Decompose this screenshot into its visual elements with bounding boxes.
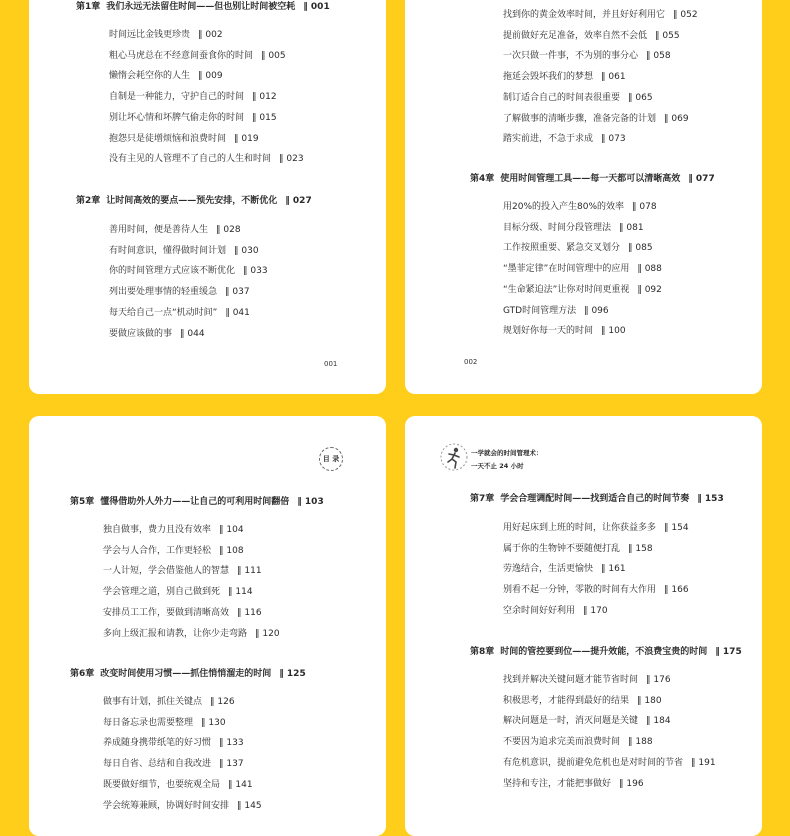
- toc-entry[interactable]: [503, 305, 609, 317]
- toc-entry-page: ‖ 033: [243, 266, 268, 277]
- toc-entry[interactable]: [103, 586, 253, 598]
- toc-entry[interactable]: [503, 133, 626, 145]
- toc-entry-title: 找到并解决关键问题才能节省时间: [503, 675, 639, 685]
- toc-entry[interactable]: [503, 201, 657, 213]
- toc-entry-page: ‖ 085: [628, 243, 653, 254]
- toc-entry[interactable]: [109, 286, 250, 298]
- toc-entry-page: ‖ 015: [252, 112, 277, 123]
- toc-entry[interactable]: [109, 153, 304, 165]
- page-number: 001: [324, 360, 338, 368]
- toc-entry-title: “墨菲定律”在时间管理中的应用: [503, 264, 630, 275]
- toc-entry-title: 提前做好充足准备，效率自然不会低: [503, 30, 648, 41]
- toc-entry-title: 劳逸结合，生活更愉快: [503, 564, 594, 575]
- chapter-1-heading[interactable]: 第1章 我们永远无法留住时间——但也别让时间被空耗 ‖ 001: [76, 2, 330, 12]
- toc-entry[interactable]: [109, 265, 268, 277]
- toc-entry-page: ‖ 154: [664, 523, 689, 533]
- toc-entry-page: ‖ 184: [646, 716, 671, 727]
- toc-entry-title: 一人计短，学会借鉴他人的智慧: [103, 566, 230, 577]
- toc-entry[interactable]: [109, 245, 259, 257]
- toc-entry-title: 了解做事的清晰步骤，准备完备的计划: [503, 113, 657, 124]
- toc-entry-title: 每天给自己一点“机动时间”: [109, 307, 218, 318]
- toc-entry-page: ‖ 108: [219, 545, 244, 556]
- toc-entry-title: 学会统筹兼顾，协调好时间安排: [103, 800, 230, 811]
- toc-entry-title: 粗心马虎总在不经意间蚕食你的时间: [109, 50, 254, 61]
- toc-entry-page: ‖ 058: [646, 51, 671, 62]
- toc-entry-page: ‖ 137: [219, 759, 244, 770]
- toc-entry-title: 既要做好细节，也要统观全局: [103, 779, 221, 790]
- toc-entry[interactable]: [109, 91, 277, 103]
- toc-entry-page: ‖ 061: [601, 72, 626, 83]
- toc-entry[interactable]: [503, 715, 671, 727]
- toc-entry-page: ‖ 002: [198, 30, 223, 40]
- toc-entry[interactable]: [503, 695, 662, 707]
- toc-entry-page: ‖ 005: [261, 50, 286, 61]
- toc-entry-title: 善用时间，便是善待人生: [109, 225, 209, 235]
- toc-entry-title: 懒惰会耗空你的人生: [109, 71, 191, 82]
- toc-entry-page: ‖ 188: [628, 737, 653, 748]
- toc-entry-title: 独自做事，费力且没有效率: [103, 525, 212, 535]
- toc-entry[interactable]: [109, 50, 286, 62]
- toc-entry-title: 用20%的投入产生80%的效率: [503, 202, 625, 212]
- toc-entry[interactable]: [503, 757, 716, 769]
- toc-entry-title: 有时间意识，懂得做时间计划: [109, 245, 227, 256]
- toc-entry[interactable]: [103, 524, 244, 536]
- toc-entry-title: 安排员工工作，要做到清晰高效: [103, 607, 230, 618]
- toc-entry-page: ‖ 012: [252, 92, 277, 103]
- toc-entry-page: ‖ 141: [228, 779, 253, 790]
- toc-entry[interactable]: [103, 758, 244, 770]
- chapter-7-heading[interactable]: 第7章 学会合理调配时间——找到适合自己的时间节奏 ‖ 153: [470, 494, 724, 504]
- toc-entry[interactable]: [503, 674, 671, 686]
- toc-entry[interactable]: [103, 717, 226, 729]
- toc-entry-page: ‖ 126: [210, 697, 235, 707]
- toc-entry-page: ‖ 100: [601, 326, 626, 337]
- toc-entry[interactable]: [503, 284, 662, 296]
- toc-entry-page: ‖ 073: [601, 134, 626, 145]
- toc-entry-title: 目标分级、时间分段管理法: [503, 222, 612, 233]
- toc-entry-title: 属于你的生物钟不要随便打乱: [503, 543, 621, 554]
- toc-entry-page: ‖ 065: [628, 92, 653, 103]
- toc-entry-page: ‖ 161: [601, 564, 626, 575]
- toc-entry-page: ‖ 088: [637, 264, 662, 275]
- toc-entry-page: ‖ 055: [655, 30, 680, 41]
- toc-entry-title: 每日备忘录也需要整理: [103, 717, 194, 728]
- toc-entry-title: 每日自省、总结和自我改进: [103, 759, 212, 770]
- toc-entry-page: ‖ 019: [234, 133, 259, 144]
- toc-page-1: [29, 0, 386, 394]
- running-man-icon: [439, 442, 469, 472]
- toc-entry[interactable]: [503, 543, 653, 555]
- toc-entry-page: ‖ 191: [691, 757, 716, 768]
- toc-entry-title: 别让坏心情和坏脾气偷走你的时间: [109, 112, 245, 123]
- toc-entry-title: 积极思考，才能得到最好的结果: [503, 695, 630, 706]
- toc-entry-title: 规划好你每一天的时间: [503, 326, 594, 337]
- toc-entry-title: 工作按照重要、紧急交叉划分: [503, 243, 621, 254]
- toc-entry-page: ‖ 044: [180, 328, 205, 339]
- toc-entry-page: ‖ 030: [234, 245, 259, 256]
- toc-entry[interactable]: [103, 696, 235, 708]
- toc-page-2: [405, 0, 762, 394]
- toc-entry-page: ‖ 111: [237, 566, 262, 577]
- toc-entry-page: ‖ 116: [237, 607, 262, 618]
- toc-entry-page: ‖ 104: [219, 525, 244, 535]
- toc-entry[interactable]: [109, 224, 241, 236]
- toc-entry[interactable]: [109, 70, 223, 82]
- toc-entry-title: 坚持和专注，才能把事做好: [503, 778, 612, 789]
- toc-entry-page: ‖ 023: [279, 154, 304, 165]
- toc-entry-title: 找到你的黄金效率时间，并且好好利用它: [503, 10, 666, 20]
- toc-entry[interactable]: [103, 800, 262, 812]
- chapter-6-heading[interactable]: 第6章 改变时间使用习惯——抓住悄悄溜走的时间 ‖ 125: [70, 669, 306, 679]
- toc-entry-title: GTD时间管理方法: [503, 305, 577, 316]
- toc-entry[interactable]: [103, 737, 244, 749]
- toc-entry[interactable]: [503, 92, 653, 104]
- toc-page-4: [405, 416, 762, 836]
- toc-entry-title: 有危机意识，提前避免危机也是对时间的节省: [503, 757, 684, 768]
- toc-entry-title: 解决问题是一时，消灭问题是关键: [503, 716, 639, 727]
- toc-entry-title: “生命紧迫法”让你对时间更重视: [503, 284, 630, 295]
- toc-entry[interactable]: [503, 263, 662, 275]
- toc-entry-title: 你的时间管理方式应该不断优化: [109, 266, 236, 277]
- toc-entry[interactable]: [503, 522, 689, 534]
- toc-entry-title: 学会管理之道，别自己做到死: [103, 587, 221, 598]
- toc-entry[interactable]: [503, 584, 689, 596]
- toc-entry-title: 多向上级汇报和请教，让你少走弯路: [103, 628, 248, 639]
- toc-entry-page: ‖ 133: [219, 738, 244, 749]
- toc-entry[interactable]: [109, 112, 277, 124]
- page-number: 002: [464, 358, 478, 366]
- toc-entry[interactable]: [103, 607, 262, 619]
- toc-entry-page: ‖ 120: [255, 628, 280, 639]
- toc-entry-page: ‖ 166: [664, 585, 689, 596]
- toc-entry-page: ‖ 028: [216, 225, 241, 235]
- toc-entry[interactable]: [109, 328, 205, 340]
- toc-entry-title: 空余时间好好利用: [503, 605, 576, 616]
- toc-entry-title: 制订适合自己的时间表很重要: [503, 92, 621, 103]
- toc-entry-title: 踏实前进，不急于求成: [503, 134, 594, 145]
- header-book-title: 一天不止 24 小时: [471, 462, 524, 470]
- toc-entry-title: 列出要处理事情的轻重缓急: [109, 287, 218, 298]
- chapter-4-heading[interactable]: 第4章 使用时间管理工具——每一天都可以清晰高效 ‖ 077: [470, 174, 715, 184]
- toc-entry-title: 养成随身携带纸笔的好习惯: [103, 738, 212, 749]
- toc-entry-page: ‖ 078: [632, 202, 657, 212]
- toc-entry[interactable]: [503, 50, 671, 62]
- toc-page-3: [29, 416, 386, 836]
- toc-entry[interactable]: [503, 778, 644, 790]
- toc-entry[interactable]: [109, 29, 223, 41]
- chapter-8-heading[interactable]: 第8章 时间的管控要到位——提升效能，不浪费宝贵的时间 ‖ 175: [470, 647, 742, 657]
- toc-entry[interactable]: [503, 736, 653, 748]
- toc-entry-title: 抱怨只是徒增烦恼和浪费时间: [109, 133, 227, 144]
- toc-entry[interactable]: [503, 605, 608, 617]
- toc-entry[interactable]: [109, 133, 259, 145]
- toc-entry-page: ‖ 041: [225, 307, 250, 318]
- toc-entry-page: ‖ 176: [646, 675, 671, 685]
- toc-entry[interactable]: [103, 779, 253, 791]
- toc-entry[interactable]: [503, 242, 653, 254]
- toc-entry-title: 自制是一种能力，守护自己的时间: [109, 92, 245, 103]
- toc-entry-page: ‖ 069: [664, 113, 689, 124]
- toc-entry-title: 不要因为追求完美而浪费时间: [503, 737, 621, 748]
- toc-entry[interactable]: [503, 71, 626, 83]
- toc-entry-page: ‖ 081: [619, 222, 644, 233]
- toc-entry-page: ‖ 158: [628, 543, 653, 554]
- toc-entry-title: 没有主见的人管理不了自己的人生和时间: [109, 154, 272, 165]
- toc-entry-page: ‖ 130: [201, 717, 226, 728]
- toc-entry[interactable]: [503, 563, 626, 575]
- toc-entry-title: 时间远比金钱更珍贵: [109, 30, 191, 40]
- toc-entry[interactable]: [103, 545, 244, 557]
- toc-entry-title: 做事有计划，抓住关键点: [103, 697, 203, 707]
- toc-entry-page: ‖ 145: [237, 800, 262, 811]
- toc-entry-title: 学会与人合作，工作更轻松: [103, 545, 212, 556]
- toc-entry[interactable]: [503, 30, 680, 42]
- toc-entry[interactable]: [503, 113, 689, 125]
- toc-entry-title: 要做应该做的事: [109, 328, 173, 339]
- toc-entry-page: ‖ 180: [637, 695, 662, 706]
- toc-entry[interactable]: [503, 325, 626, 337]
- toc-entry-title: 别看不起一分钟，零散的时间有大作用: [503, 585, 657, 596]
- toc-entry-page: ‖ 170: [583, 605, 608, 616]
- toc-entry-page: ‖ 096: [584, 305, 609, 316]
- toc-entry[interactable]: [109, 307, 250, 319]
- toc-entry-page: ‖ 114: [228, 587, 253, 598]
- toc-entry[interactable]: [103, 628, 280, 640]
- toc-entry-title: 一次只做一件事，不为别的事分心: [503, 51, 639, 62]
- toc-entry[interactable]: [503, 9, 698, 21]
- header-series-title: 一学就会的时间管理术：: [471, 449, 543, 457]
- toc-entry-page: ‖ 196: [619, 778, 644, 789]
- toc-entry-page: ‖ 009: [198, 71, 223, 82]
- toc-entry-page: ‖ 092: [637, 284, 662, 295]
- toc-entry-page: ‖ 052: [673, 10, 698, 20]
- toc-entry-title: 拖延会毁坏我们的梦想: [503, 72, 594, 83]
- toc-entry[interactable]: [103, 565, 262, 577]
- contents-badge: 目 录: [319, 447, 343, 471]
- chapter-5-heading[interactable]: 第5章 懂得借助外人外力——让自己的可利用时间翻倍 ‖ 103: [70, 497, 324, 507]
- toc-entry-page: ‖ 037: [225, 287, 250, 298]
- chapter-2-heading[interactable]: 第2章 让时间高效的要点——预先安排，不断优化 ‖ 027: [76, 196, 312, 206]
- toc-entry-title: 用好起床到上班的时间，让你获益多多: [503, 523, 657, 533]
- toc-entry[interactable]: [503, 222, 644, 234]
